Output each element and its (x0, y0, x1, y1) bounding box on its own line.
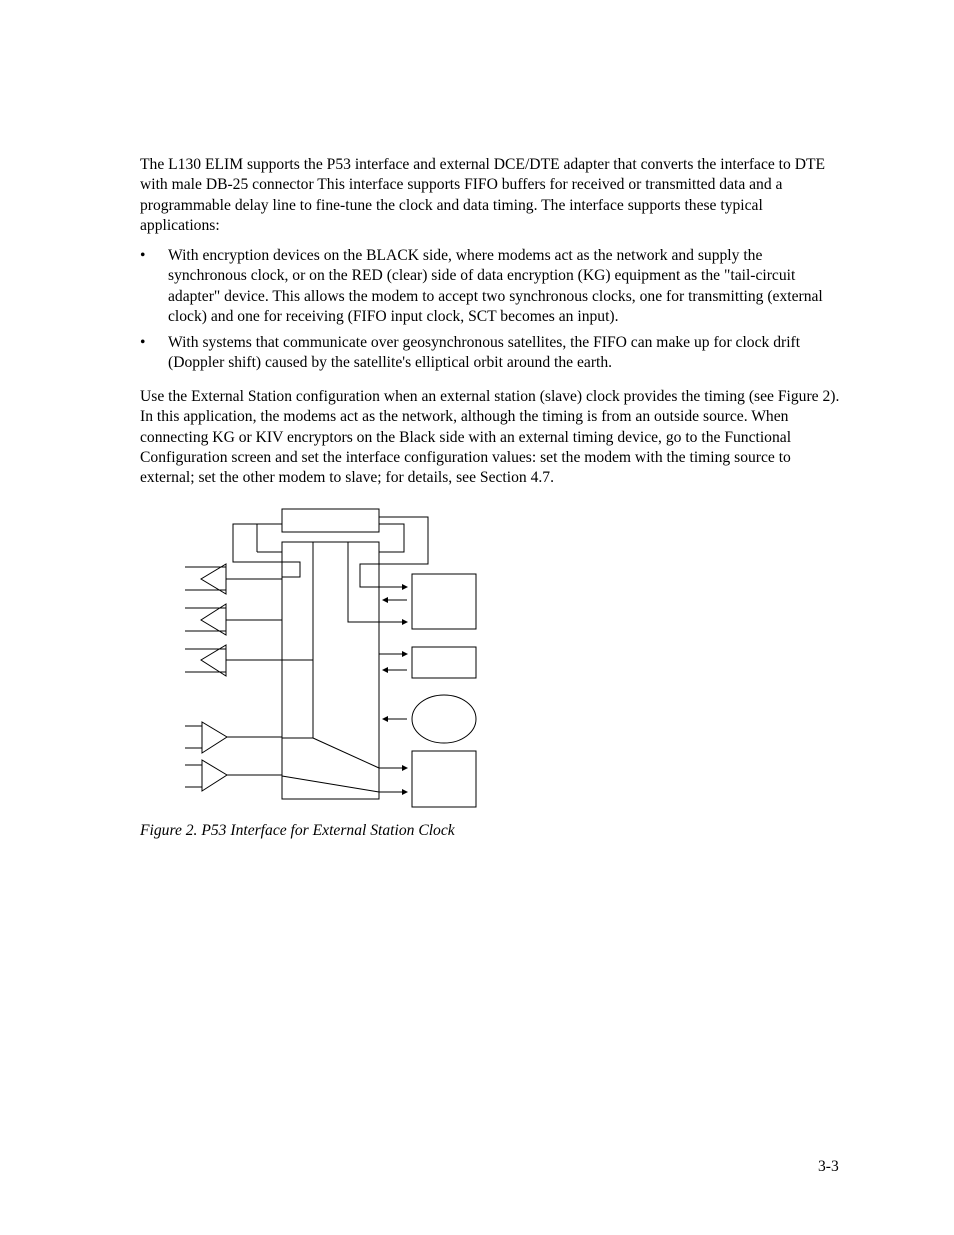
bullet-text: With systems that communicate over geosynchronous satellites, the FIFO can make up for clock drift (Doppler shift) caused by the satellite's elliptical orbit around the earth. (168, 334, 801, 372)
delay-line-box (282, 509, 379, 532)
receiver-1 (185, 564, 282, 594)
page-number: 3-3 (818, 1158, 839, 1175)
receiver-3 (185, 645, 282, 676)
bullet-text: With encryption devices on the BLACK side, where modems act as the network and supply the synchronous clock, or on the RED (clear) side of data encryption (KG) equipment as the "tail-circuit adapter" device. This allows the modem to accept two synchronous clocks, one for transmitting (external clock) and one for receiving (FIFO input clock, SCT becomes an input). (168, 247, 823, 325)
interface-body (282, 542, 379, 799)
external-clock-box (412, 574, 476, 629)
clock-feed-line (348, 542, 407, 622)
oscillator-ellipse (412, 695, 476, 743)
figure-caption: Figure 2. P53 Interface for External Station Clock (140, 822, 455, 839)
receiver-2 (185, 604, 282, 635)
diagonal-line-2 (282, 776, 379, 792)
bullet-marker: • (140, 247, 146, 264)
diagonal-line-1 (313, 738, 379, 768)
timing-box (412, 647, 476, 678)
list-item (140, 333, 845, 374)
inner-loop-left (257, 524, 282, 552)
inner-loop-right (379, 524, 404, 552)
p53-interface-diagram (180, 505, 485, 815)
external-station-paragraph: Use the External Station configuration when an external station (slave) clock provides the timing (see Figure 2). In this application, the modems act as the network, although the timing is from an outside source. When connecting KG or KIV encryptors on the Black side with an external timing device, go to the Functional Configuration screen and set the interface configuration values: set the modem with the timing source to external; set the other modem to slave; for details, see Section 4.7. (140, 388, 840, 487)
applications-list (140, 246, 845, 380)
bullet-marker: • (140, 334, 146, 352)
encryptor-box (412, 751, 476, 807)
intro-paragraph: The L130 ELIM supports the P53 interface and external DCE/DTE adapter that converts the interface to DTE with male DB-25 connector This interface supports FIFO buffers for received or transmitted data and a programmable delay line to fine-tune the clock and data timing. The interface supports these typical applications: (140, 156, 826, 234)
driver-2 (185, 760, 282, 791)
list-item (140, 246, 845, 327)
driver-1 (185, 722, 282, 753)
fifo-column (282, 542, 313, 738)
